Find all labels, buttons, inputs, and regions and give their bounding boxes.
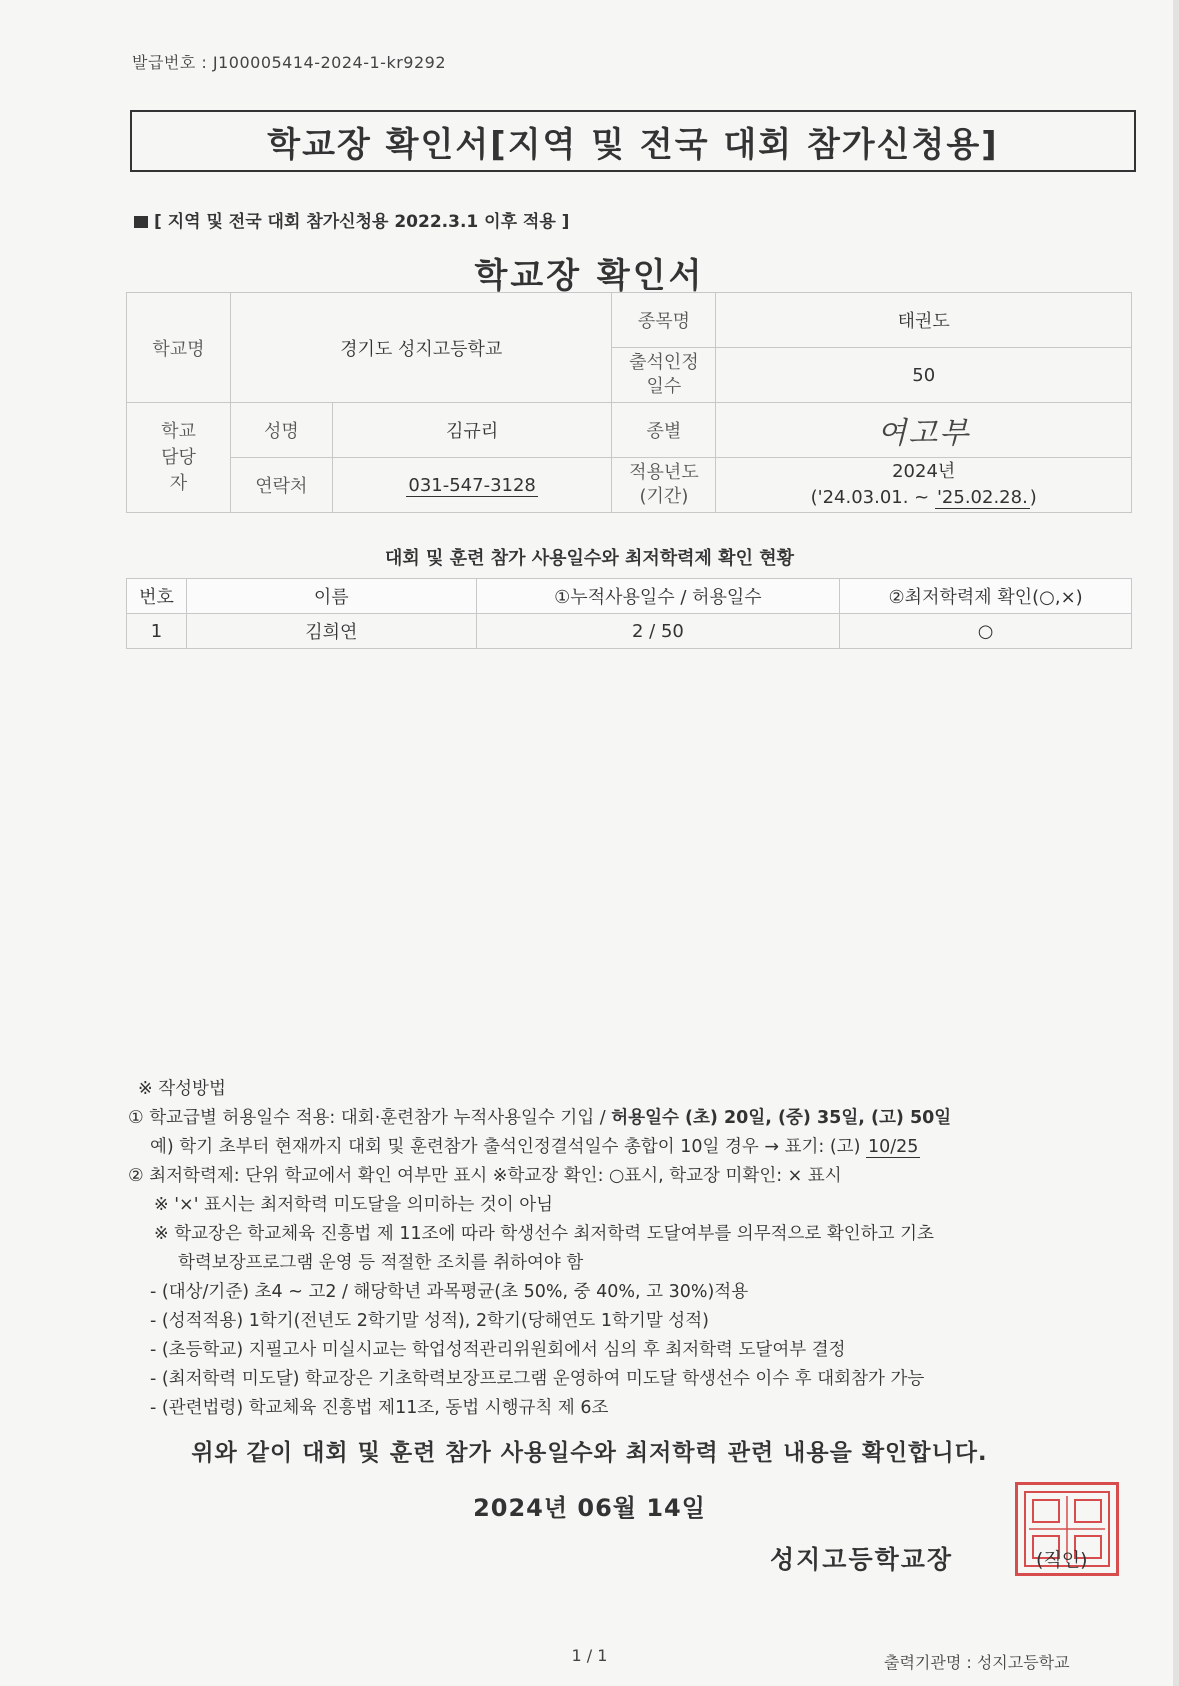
guide-heading: ※ 작성방법 [138,1079,226,1099]
name-label: 성명 [230,403,332,458]
staff-label [127,403,231,513]
year-label-text: 적용년도 (기간) [629,462,699,507]
contact-label: 연락처 [230,458,332,513]
square-bullet-icon [134,216,148,228]
year-label [612,458,716,513]
name-value: 김규리 [332,403,612,458]
status-table [126,578,1132,649]
period-end: '25.02.28. [936,487,1028,508]
confirm-statement: 위와 같이 대회 및 훈련 참가 사용일수와 최저학력 관련 내용을 확인합니다. [191,1440,988,1466]
contact-value [332,458,612,513]
writing-guide [128,1075,1138,1423]
issue-date: 2024년 06월 14일 [473,1494,706,1522]
header-title-box [130,110,1136,172]
guide-line-5: ※ 학교장은 학교체육 진흥법 제 11조에 따라 학생선수 최저학력 도달여부를 의무적으로 확인하고 기초 [154,1224,934,1244]
attendance-label [612,348,716,403]
header-days: ①누적사용일수 / 허용일수 [476,579,840,614]
attendance-label-text: 출석인정 일수 [629,352,699,397]
school-label: 학교명 [127,293,231,403]
guide-line-1-b: 허용일수 (초) 20일, (중) 35일, (고) 50일 [611,1108,952,1128]
seal-note: (직인) [1036,1549,1088,1571]
subnote [134,207,569,232]
subnote-text: [ 지역 및 전국 대회 참가신청용 2022.3.1 이후 적용 ] [154,212,570,232]
period-suffix: ) [1029,487,1037,508]
issue-number: 발급번호 : J100005414-2024-1-kr9292 [132,53,447,72]
guide-line-2 [128,1133,1138,1162]
row-name: 김희연 [186,614,476,649]
status-header-row [127,579,1132,614]
guide-line-6: 학력보장프로그램 운영 등 적절한 조치를 취하여야 함 [178,1253,584,1273]
header-title: 학교장 확인서[지역 및 전국 대회 참가신청용] [267,124,999,165]
year-value [716,458,1132,513]
guide-line-2-a: 예) 학기 초부터 현재까지 대회 및 훈련참가 출석인정결석일수 총합이 10일 경우 → 표기: (고) [150,1137,866,1157]
event-label: 종목명 [612,293,716,348]
table-row [127,614,1132,649]
printer-info: 출력기관명 : 성지고등학교 [884,1653,1070,1672]
guide-line-7: - (대상/기준) 초4 ~ 고2 / 해당학년 과목평균(초 50%, 중 40%, 고 30%)적용 [150,1282,749,1302]
page-number: 1 / 1 [571,1646,608,1665]
attendance-value: 50 [716,348,1132,403]
category-label: 종별 [612,403,716,458]
year-value-text: 2024년 [892,461,956,482]
guide-line-2-b: 10/25 [867,1137,919,1157]
document-title: 학교장 확인서 [474,256,705,296]
guide-line-10: - (최저학력 미도달) 학교장은 기초학력보장프로그램 운영하여 미도달 학생선수 이수 후 대회참가 가능 [150,1369,925,1389]
row-check: ○ [840,614,1132,649]
category-value [716,403,1132,458]
header-no: 번호 [127,579,187,614]
category-handwriting: 여고부 [877,416,971,451]
period-text [716,485,1131,511]
guide-line-11: - (관련법령) 학교체육 진흥법 제11조, 동법 시행규칙 제 6조 [150,1398,609,1418]
status-section-title: 대회 및 훈련 참가 사용일수와 최저학력제 확인 현황 [384,548,794,569]
guide-line-1 [128,1104,1138,1133]
guide-line-3: ② 최저학력제: 단위 학교에서 확인 여부만 표시 ※학교장 확인: ○표시, 학교장 미확인: × 표시 [128,1166,842,1186]
contact-value-text: 031-547-3128 [408,474,536,496]
row-days: 2 / 50 [476,614,840,649]
header-name: 이름 [186,579,476,614]
period-prefix: ('24.03.01. ~ [810,487,935,508]
school-value: 경기도 성지고등학교 [230,293,612,403]
header-check: ②최저학력제 확인(○,×) [840,579,1132,614]
guide-line-9: - (초등학교) 지필고사 미실시교는 학업성적관리위원회에서 심의 후 최저학력 도달여부 결정 [150,1340,846,1360]
staff-label-text: 학교 담당자 [161,420,196,494]
event-value: 태권도 [716,293,1132,348]
guide-line-4: ※ '×' 표시는 최저학력 미도달을 의미하는 것이 아님 [154,1195,554,1215]
principal-name: 성지고등학교장 [770,1545,954,1574]
row-no: 1 [127,614,187,649]
guide-line-1-a: ① 학교급별 허용일수 적용: 대회·훈련참가 누적사용일수 기입 / [128,1108,612,1128]
guide-line-8: - (성적적용) 1학기(전년도 2학기말 성적), 2학기(당해연도 1학기말 성적) [150,1311,709,1331]
info-table [126,292,1132,513]
